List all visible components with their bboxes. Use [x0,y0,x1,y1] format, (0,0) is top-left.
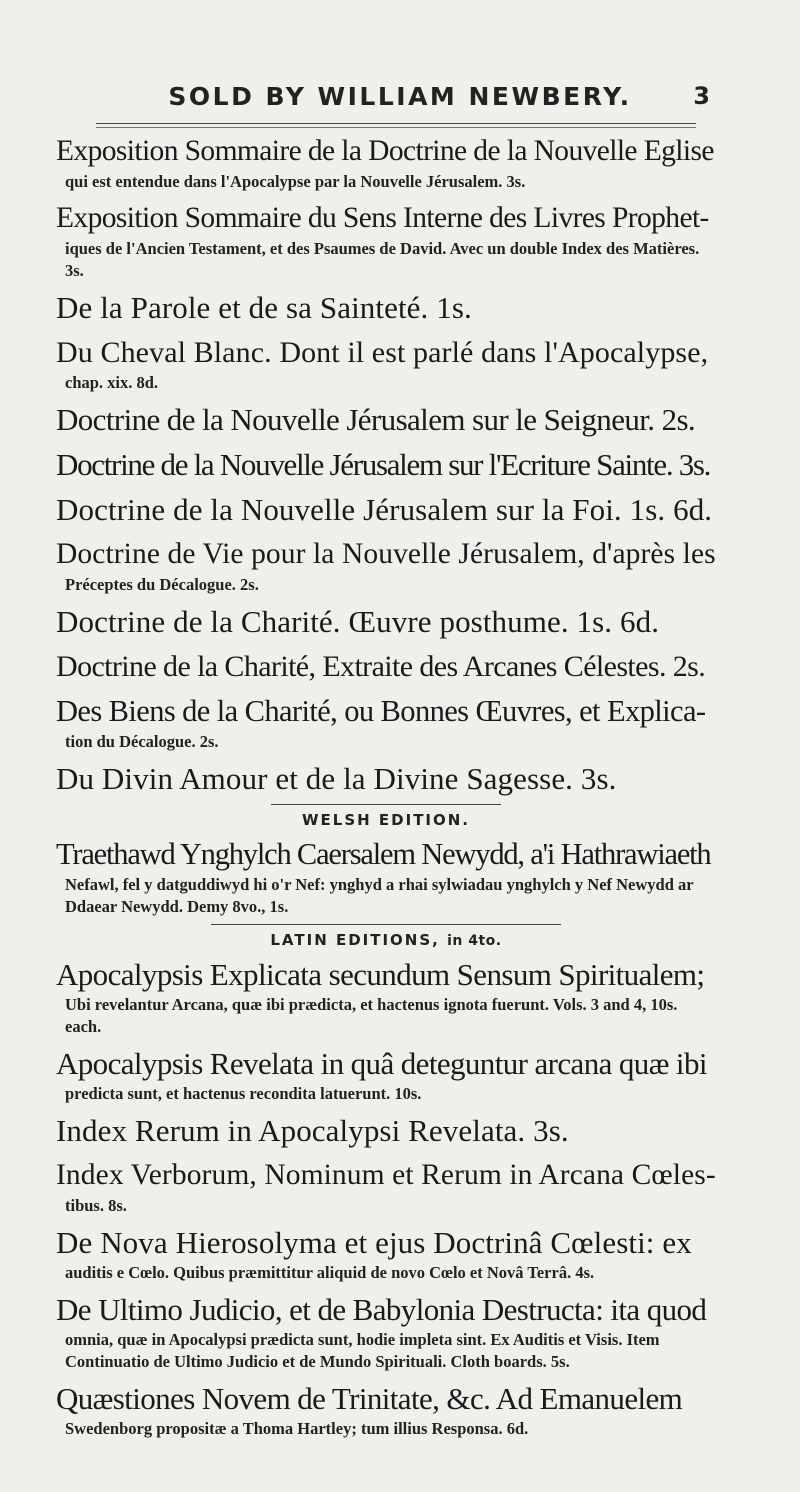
entry-title: Des Biens de la Charité, ou Bonnes Œuvres, et Explica- [56,694,706,728]
catalogue-entry [56,1379,716,1440]
catalogue-entry [56,647,716,686]
entry-title: Doctrine de la Nouvelle Jérusalem sur le Seigneur. 2s. [56,402,696,437]
entry-description: auditis e Cœlo. Quibus præmittitur aliquid de novo Cœlo et Novâ Terrâ. 4s. [65,1263,595,1282]
entry-description: tibus. 8s. [65,1196,127,1215]
catalogue-entry [56,692,716,753]
entry-title: Doctrine de la Charité. Œuvre posthume. 1s. 6d. [56,604,660,639]
catalogue-entry [56,1290,716,1373]
catalogue-entry [56,288,716,327]
section-rule [271,804,501,805]
catalogue-entry [56,132,716,193]
entry-description: Swedenborg propositæ a Thoma Hartley; tum illius Responsa. 6d. [65,1419,529,1438]
page-number: 3 [693,82,710,110]
entry-title: Traethawd Ynghylch Caersalem Newydd, a'i Hathrawiaeth [56,837,711,871]
entry-title: Apocalypsis Explicata secundum Sensum Spiritualem; [56,957,705,992]
catalogue-entry [56,199,716,282]
latin-editions-heading [56,931,716,949]
entry-title: Doctrine de la Nouvelle Jérusalem sur l'Ecriture Sainte. 3s. [56,447,711,482]
entry-description: iques de l'Ancien Testament, et des Psaumes de David. Avec un double Index des Matières. 3s. [65,239,700,280]
running-head-title: SOLD BY WILLIAM NEWBERY. [168,82,632,111]
entry-title: Doctrine de la Nouvelle Jérusalem sur la Foi. 1s. 6d. [56,492,713,527]
entry-description: Préceptes du Décalogue. 2s. [65,575,259,594]
entry-title: De Ultimo Judicio, et de Babylonia Destructa: ita quod [56,1292,707,1327]
entry-title: Quæstiones Novem de Trinitate, &c. Ad Emanuelem [56,1381,683,1416]
entry-title: Du Divin Amour et de la Divine Sagesse. 3s. [56,761,617,796]
latin-heading-format: in 4to. [447,933,502,949]
entry-description: qui est entendue dans l'Apocalypse par la Nouvelle Jérusalem. 3s. [65,172,526,191]
catalogue-entry [56,955,716,1038]
entry-title: Exposition Sommaire de la Doctrine de la Nouvelle Eglise [56,135,714,167]
latin-heading-label: LATIN EDITIONS, [270,931,440,949]
entry-title: Index Verborum, Nominum et Rerum in Arcana Cœles- [56,1159,716,1191]
entry-title: De la Parole et de sa Sainteté. 1s. [56,290,472,325]
entry-description: Nefawl, fel y datguddiwyd hi o'r Nef: ynghyd a rhai sylwiadau ynghylch y Nef Newydd ar Ddaear Newydd. Demy 8vo., 1s. [65,875,694,916]
entry-title: Apocalypsis Revelata in quâ deteguntur arcana quæ ibi [56,1046,707,1081]
running-head [0,82,800,112]
entry-title: Du Cheval Blanc. Dont il est parlé dans l'Apocalypse, [56,336,709,369]
header-rule [96,123,696,128]
catalogue-entry [56,602,716,641]
catalogue-entry [56,490,716,529]
entry-title: Doctrine de la Charité, Extraite des Arcanes Célestes. 2s. [56,650,706,683]
catalogue-entry [56,835,716,918]
entry-description: predicta sunt, et hactenus recondita latuerunt. 10s. [65,1084,422,1103]
entry-description: omnia, quæ in Apocalypsi prædicta sunt, hodie impleta sint. Ex Auditis et Visis. Item Continuatio de Ultimo Judicio et de Mundo Spirituali. Cloth boards. 5s. [65,1330,660,1371]
entry-description: Ubi revelantur Arcana, quæ ibi prædicta, et hactenus ignota fuerunt. Vols. 3 and 4, 10s. each. [65,995,678,1036]
entry-description: chap. xix. 8d. [65,373,159,392]
catalogue-entry [56,1111,716,1150]
catalogue-entry [56,333,716,394]
entry-title: De Nova Hierosolyma et ejus Doctrinâ Cœlesti: ex [56,1225,692,1260]
catalogue-entry [56,445,716,484]
entry-title: Doctrine de Vie pour la Nouvelle Jérusalem, d'après les [56,538,716,570]
entry-title: Exposition Sommaire du Sens Interne des Livres Prophet- [56,202,709,234]
catalogue-entry [56,400,716,439]
catalogue-entry [56,1223,716,1284]
catalogue-entry [56,535,716,596]
entry-description: tion du Décalogue. 2s. [65,732,219,751]
catalogue-entry [56,1156,716,1217]
welsh-edition-heading: WELSH EDITION. [301,811,471,829]
catalogue-listing [56,132,716,1446]
entry-title: Index Rerum in Apocalypsi Revelata. 3s. [56,1113,569,1148]
catalogue-entry [56,759,716,798]
section-rule [211,924,561,925]
catalogue-entry [56,1044,716,1105]
